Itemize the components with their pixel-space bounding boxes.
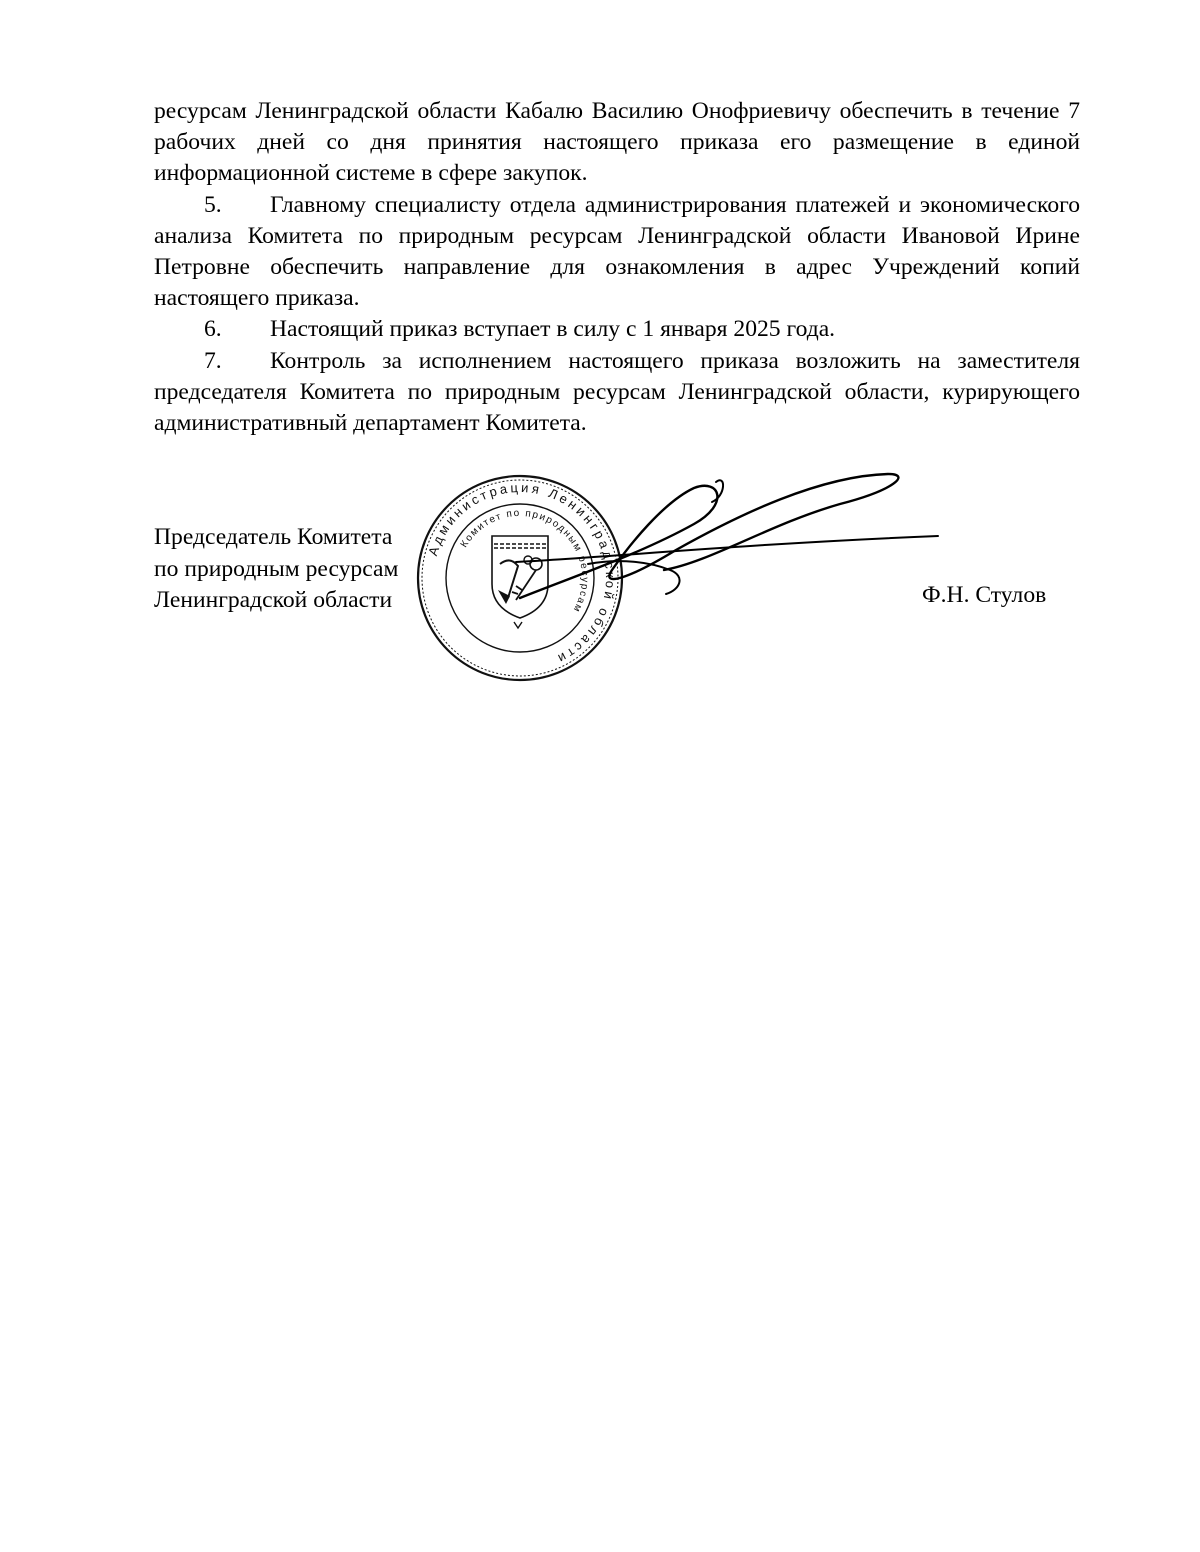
paragraph-continuation <box>154 96 1080 190</box>
paragraph-text: Контроль за исполнением настоящего приказа возложить на заместителя председателя Комитета по природным ресурсам Ленинградской области, курирующего административный департамент Комитета. <box>154 347 1080 437</box>
signer-position <box>154 522 398 617</box>
signer-position-line: по природным ресурсам <box>154 555 399 582</box>
paragraph-text: ресурсам Ленинградской области Кабалю Василию Онофриевичу обеспечить в течение 7 рабочих дней со дня принятия настоящего приказа его размещение в единой информационной системе в сфере закупок. <box>154 98 1080 187</box>
paragraph-number: 6. <box>204 316 222 343</box>
signer-position-line: Председатель Комитета <box>154 524 393 550</box>
paragraph-text: Главному специалисту отдела администрирования платежей и экономического анализа Комитета по природным ресурсам Ленинградской области Ивановой Ирине Петровне обеспечить направление для ознакомления в адрес Учреждений копий настоящего приказа. <box>154 191 1080 312</box>
paragraph-number: 7. <box>204 347 222 374</box>
paragraph-number: 5. <box>204 191 222 218</box>
seal-outer-text: Администрация Ленинградской области <box>425 479 619 668</box>
document-body <box>154 96 1080 439</box>
handwritten-signature <box>480 466 940 616</box>
seal-inner-text: Комитет по природным ресурсам <box>458 507 591 615</box>
paragraph-text: Настоящий приказ вступает в силу с 1 января 2025 года. <box>270 316 836 343</box>
signer-name: Ф.Н. Стулов <box>922 582 1047 608</box>
paragraph-item-7 <box>154 346 1080 440</box>
paragraph-item-6 <box>154 314 1080 345</box>
paragraph-item-5 <box>154 190 1080 315</box>
signer-position-line: Ленинградской области <box>154 587 393 613</box>
